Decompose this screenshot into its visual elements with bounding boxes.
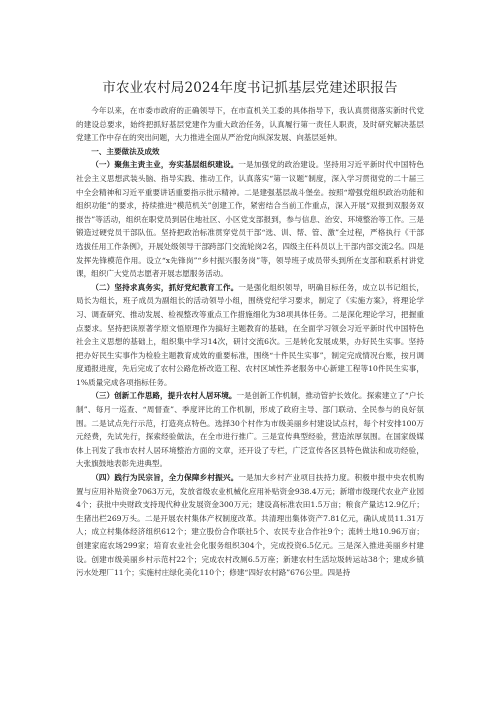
section-heading: 一、主要做法及成效 [91, 146, 160, 156]
paragraph-4-lead: （四）践行为民宗旨，全力保障乡村振兴。 [91, 473, 239, 483]
paragraph-1-lead: （一）聚焦主责主业，夯实基层组织建设。 [91, 160, 239, 170]
intro-paragraph: 今年以来，在市委市政府的正确领导下，在市直机关工委的具体指导下，我认真贯彻落实新时代党的建设总要求，始终把抓好基层党建作为重大政治任务，认真履行第一责任人职责，及时研究解决基层党建工作中存在的突出问题，大力推进全面从严治党向纵深发展、向基层延伸。 [76, 106, 424, 143]
paragraph-2 [76, 281, 424, 390]
paragraph-2-lead: （二）坚持求真务实，抓好党纪教育工作。 [91, 282, 239, 292]
paragraph-4 [76, 471, 424, 580]
paragraph-2-body: 一是强化组织领导，明确目标任务，成立以书记组长，局长为组长，班子成员为副组长的活动领导小组，围绕党纪学习要求，制定了《实施方案》，将理论学习、调查研究、推动发展、检视整改等重点工作措施细化为38项具体任务。二是深化理论学习，把握重点要求。坚持把读原著学原文悟原理作为搞好主题教育的基础，在全面学习领会习近平新时代中国特色社会主义思想的基础上，组织集中学习14次，研讨交流6次。三是转化发展成果，办好民生实事。坚持把办好民生实事作为检验主题教育成效的重要标准，围绕“十件民生实事”，制定完成情况台账，按月调度通报进度，先后完成了农村公路危桥改造工程、农村区域性养老服务中心新建工程等10件民生实事，1%质量完成各项指标任务。 [76, 282, 424, 387]
paragraph-1-body: 一是加强党的政治建设。坚持用习近平新时代中国特色社会主义思想武装头脑、指导实践、推动工作，认真落实“第一议题”制度，深入学习贯彻党的二十届三中全会精神和习近平重要讲话重要指示批示精神。二是建强基层战斗堡垒。按照“增强党组织政治功能和组织功能”的要求，持续推进“模范机关”创建工作，紧密结合当前工作重点，深入开展“双报到双服务双报告”等活动，组织在职党员到居住地社区、小区党支部报到，参与信息、治安、环境整治等工作。三是锻造过硬党员干部队伍。坚持把政治标准贯穿党员干部“选、训、帮、管、激”全过程，严格执行《干部选拔任用工作条例》，开展处级领导干部跨部门交流轮岗2名，四级主任科员以上干部内部交流2名。四是发挥先锋模范作用。设立“x先锋岗”“乡村振兴服务岗”等，领导班子成员带头到所在支部和联系村讲党课，组织广大党员志愿者开展志愿服务活动。 [76, 160, 424, 279]
paragraph-1 [76, 158, 424, 280]
paragraph-3-body: 一是创新工作机制，推动管护长效化。探索建立了“户长制”、每月一巡查、“周督查”、季度评比的工作机制，形成了政府主导、部门联动、全民参与的良好氛围。二是试点先行示范，打造亮点特色。选择30个村作为市级美丽乡村建设试点村，每个村安排100万元经费，先试先行，探索经验做法，在全市进行推广。三是宣传典型经验，营造浓厚氛围。在国家级媒体上刊发了我市农村人居环境整治方面的文章，还开设了专栏，广泛宣传各区县特色做法和成功经验，大张旗鼓地表彰先进典型。 [76, 391, 424, 469]
paragraph-4-body: 一是加大乡村产业项目扶持力度。积极申报中央农机购置与应用补贴资金7063万元，发放省级农业机械化应用补贴资金938.4万元；新增市级现代农业产业园4个；获批中央财政支持现代种业发展资金300万元；建设高标准农田1.5万亩；粮食产量达12.9亿斤；生猪出栏269万头。二是开展农村集体产权制度改革。共清理出集体资产7.81亿元，确认成员11.31万人；成立村集体经济组织612个；建立股份合作联社5个、农民专业合作社9个；流转土地10.96万亩；创建家庭农场299家；培育农业社会化服务组织304个，完成投资6.5亿元。三是深入推进美丽乡村建设。创建市级美丽乡村示范村22个；完成农村改厕6.5万座；新建农村生活垃圾转运站38个；建成乡镇污水处理厂11个；实施村庄绿化美化110个；修建“四好农村路”676公里。四是持 [76, 473, 424, 578]
page-title: 市农业农村局2024年度书记抓基层党建述职报告 [102, 80, 398, 96]
paragraph-3 [76, 389, 424, 471]
paragraph-3-lead: （三）创新工作思路，提升农村人居环境。 [91, 391, 237, 401]
